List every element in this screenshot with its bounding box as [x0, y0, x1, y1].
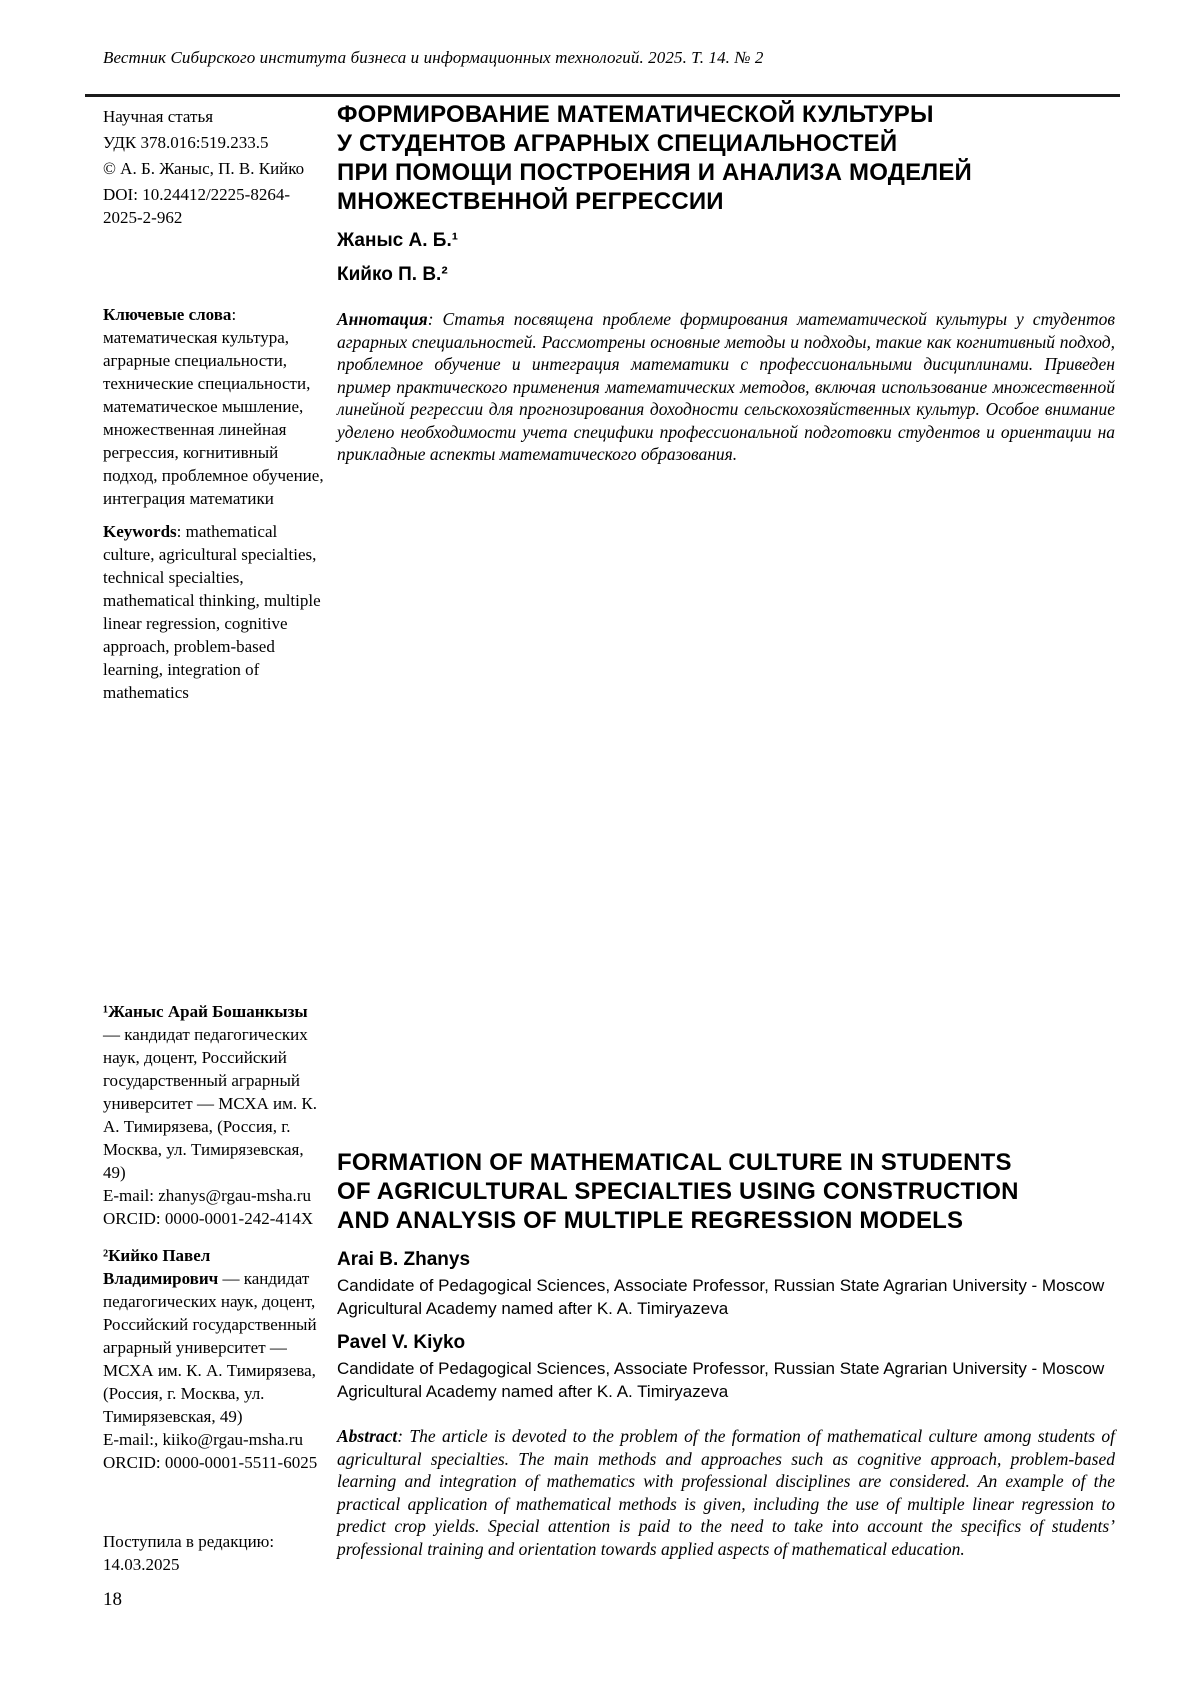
abstract-en [337, 1425, 1115, 1560]
author1-name-ru: Жаныс А. Б.¹ [337, 230, 459, 251]
author1-bio-name: ¹Жаныс Арай Бошанкызы [103, 1002, 308, 1021]
author-bios [103, 1000, 327, 1488]
author1-bio [103, 1000, 327, 1230]
article-title-ru: ФОРМИРОВАНИЕ МАТЕМАТИЧЕСКОЙ КУЛЬТУРЫ У СТУДЕНТОВ АГРАРНЫХ СПЕЦИАЛЬНОСТЕЙ ПРИ ПОМОЩИ ПОСТРОЕНИЯ И АНАЛИЗА МОДЕЛЕЙ МНОЖЕСТВЕННОЙ РЕГРЕССИИ [337, 101, 972, 215]
doi-line: DOI: 10.24412/2225-8264-2025-2-962 [103, 185, 290, 227]
author1-bio-text: — кандидат педагогических наук, доцент, Российский государственный аграрный университет — МСХА им. К. А. Тимирязева, (Россия, г. Москва, ул. Тимирязевская, 49) [103, 1025, 317, 1182]
journal-header: Вестник Сибирского института бизнеса и информационных технологий. 2025. Т. 14. № 2 [103, 48, 764, 67]
author2-email: E-mail:, kiiko@rgau-msha.ru [103, 1430, 303, 1449]
keywords-en-text: : mathematical culture, agricultural specialties, technical specialties, mathematical thinking, multiple linear regression, cognitive approach, problem-based learning, integration of mathematics [103, 522, 321, 702]
header-rule [85, 94, 1120, 97]
author2-bio-name: ²Кийко Павел Владимирович [103, 1246, 219, 1288]
author2-orcid: ORCID: 0000-0001-5511-6025 [103, 1453, 318, 1472]
article-title-en: FORMATION OF MATHEMATICAL CULTURE IN STUDENTS OF AGRICULTURAL SPECIALTIES USING CONSTRUCTION AND ANALYSIS OF MULTIPLE REGRESSION MODELS [337, 1149, 1019, 1234]
keywords-section [103, 303, 327, 714]
author1-affiliation-en: Candidate of Pedagogical Sciences, Associate Professor, Russian State Agrarian University - Moscow Agricultural Academy named after K. A. Timiryazeva [337, 1276, 1105, 1318]
udc-code: УДК 378.016:519.233.5 [103, 133, 269, 152]
annotation-label: Аннотация [337, 309, 428, 329]
author1-orcid: ORCID: 0000-0001-242-414X [103, 1209, 314, 1228]
author1-name-en: Arai B. Zhanys [337, 1249, 471, 1270]
author2-name-ru: Кийко П. В.² [337, 264, 448, 285]
copyright-line: © А. Б. Жаныс, П. В. Кийко [103, 159, 305, 178]
received-date: Поступила в редакцию: 14.03.2025 [103, 1532, 275, 1574]
article-meta [103, 105, 327, 232]
keywords-ru-text: : математическая культура, аграрные специальности, технические специальности, математическое мышление, множественная линейная регрессия, когнитивный подход, проблемное обучение, интеграция математики [103, 305, 324, 508]
abstract-text: : The article is devoted to the problem of the formation of mathematical culture among students of agricultural specialties. The main methods and approaches such as cognitive approach, problem-based learning and integration of mathematics with professional disciplines are considered. An example of the practical application of mathematical methods is given, including the use of multiple linear regression to predict crop yields. Special attention is paid to the need to take into account the specifics of students’ professional training and orientation towards applied aspects of mathematical education. [337, 1426, 1115, 1559]
abstract-label: Abstract [337, 1426, 398, 1446]
annotation-ru [337, 308, 1115, 466]
author2-bio-text: — кандидат педагогических наук, доцент, Российский государственный аграрный университет — МСХА им. К. А. Тимирязева, (Россия, г. Москва, ул. Тимирязевская, 49) [103, 1269, 317, 1426]
author2-affiliation-en: Candidate of Pedagogical Sciences, Associate Professor, Russian State Agrarian University - Moscow Agricultural Academy named after K. A. Timiryazeva [337, 1359, 1105, 1401]
keywords-en-label: Keywords [103, 522, 177, 541]
keywords-ru-label: Ключевые слова [103, 305, 232, 324]
russian-section [337, 100, 1115, 466]
keywords-ru [103, 303, 327, 510]
page-number: 18 [103, 1589, 122, 1610]
keywords-en [103, 520, 327, 704]
author2-name-en: Pavel V. Kiyko [337, 1332, 466, 1353]
article-type: Научная статья [103, 107, 214, 126]
annotation-text: : Статья посвящена проблеме формирования математической культуры у студентов аграрных специальностей. Рассмотрены основные методы и подходы, такие как когнитивный подход, проблемное обучение и интеграция математики с профессиональными дисциплинами. Приведен пример практического применения математических методов, включая использование множественной линейной регрессии для прогнозирования доходности сельскохозяйственных культур. Особое внимание уделено необходимости учета специфики профессиональной подготовки студентов и ориентации на прикладные аспекты математического образования. [337, 309, 1115, 464]
author2-bio [103, 1244, 327, 1474]
author1-email: E-mail: zhanys@rgau-msha.ru [103, 1186, 311, 1205]
english-section [337, 1148, 1115, 1560]
